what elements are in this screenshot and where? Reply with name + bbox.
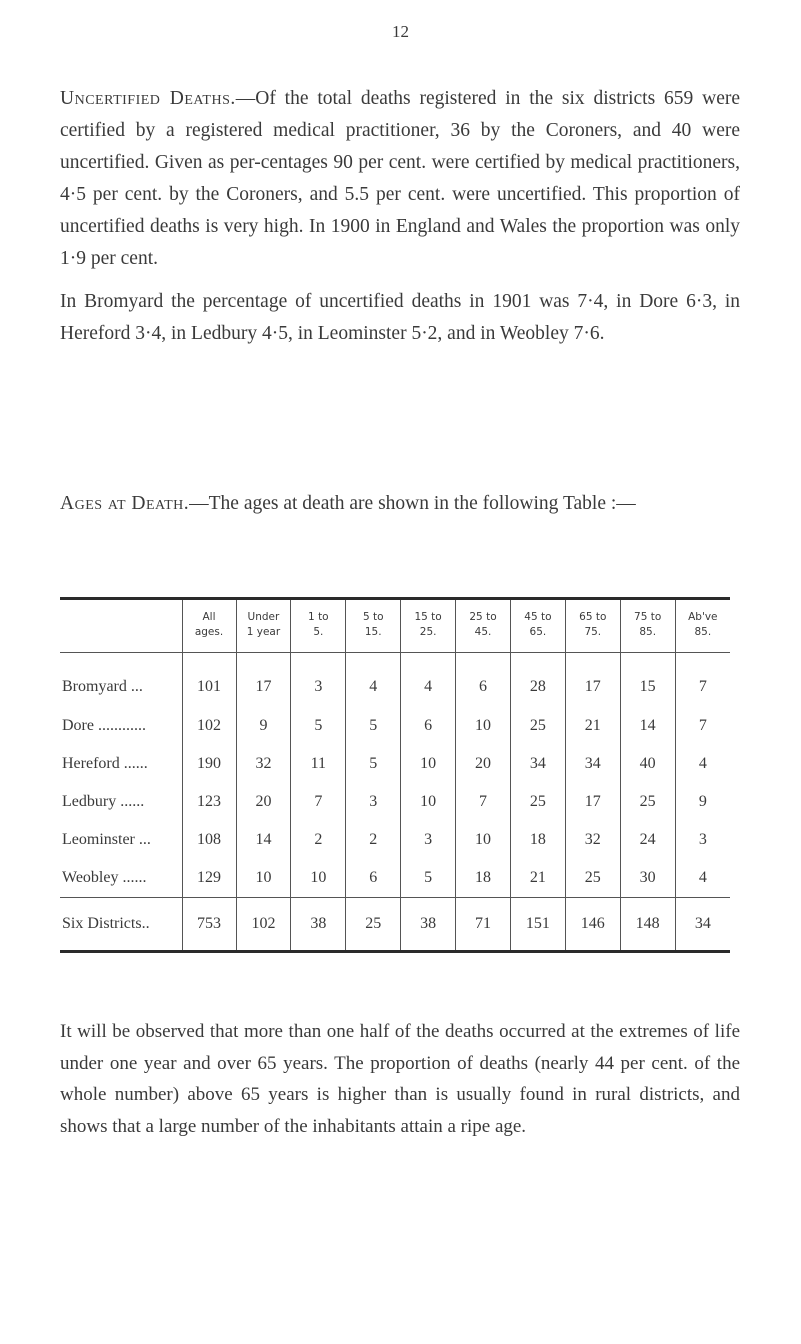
table-cell: 14	[236, 821, 291, 859]
table-cell: 102	[182, 707, 236, 745]
table-row	[60, 745, 730, 783]
table-cell: 10	[236, 859, 291, 898]
table-cell: 6	[401, 707, 456, 745]
table-cell: 17	[236, 653, 291, 708]
header-blank-cell	[60, 600, 182, 653]
table-cell: 151	[510, 898, 565, 951]
table-cell: 25	[510, 783, 565, 821]
table-cell: 7	[675, 707, 730, 745]
table-cell: 5	[401, 859, 456, 898]
table-cell: 20	[456, 745, 511, 783]
table-cell: 20	[236, 783, 291, 821]
table-cell: 3	[675, 821, 730, 859]
table-row	[60, 821, 730, 859]
table-cell: 4	[675, 745, 730, 783]
table-row	[60, 653, 730, 708]
table-cell: 32	[565, 821, 620, 859]
district-name: Bromyard ...	[62, 678, 143, 695]
table-cell: 21	[565, 707, 620, 745]
ages-at-death-text: —The ages at death are shown in the following Table :—	[189, 493, 636, 514]
table-cell: 6	[346, 859, 401, 898]
table-cell: 6	[456, 653, 511, 708]
header-cell: All ages.	[182, 600, 236, 653]
table-cell: 10	[456, 707, 511, 745]
header-cell: 1 to 5.	[291, 600, 346, 653]
ages-at-death-paragraph	[60, 488, 740, 520]
table-cell: 25	[565, 859, 620, 898]
table-cell: 34	[510, 745, 565, 783]
table-cell: 71	[456, 898, 511, 951]
table-cell: 753	[182, 898, 236, 951]
district-name: Dore ............	[62, 717, 146, 734]
table-row	[60, 859, 730, 898]
header-cell: 45 to 65.	[510, 600, 565, 653]
table-cell: 38	[291, 898, 346, 951]
conclusion-paragraph: It will be observed that more than one half of the deaths occurred at the extremes of life under one year and over 65 years. The proportion of deaths (nearly 44 per cent. of the whole number) above 65 years is higher than is usually found in rural districts, and shows that a large number of the inhabitants attain a ripe age.	[60, 1021, 740, 1137]
table-cell: 7	[675, 653, 730, 708]
table-cell: 2	[346, 821, 401, 859]
table-header-row	[60, 600, 730, 653]
table-cell: 40	[620, 745, 675, 783]
table-cell: 10	[401, 745, 456, 783]
table-cell: 7	[456, 783, 511, 821]
total-row	[60, 898, 730, 951]
table-cell: 4	[675, 859, 730, 898]
header-cell: 15 to 25.	[401, 600, 456, 653]
table-cell: 5	[346, 745, 401, 783]
table-cell: 4	[346, 653, 401, 708]
table-cell: 148	[620, 898, 675, 951]
table-cell: 9	[675, 783, 730, 821]
table-cell: 18	[456, 859, 511, 898]
table-cell: 14	[620, 707, 675, 745]
uncertified-deaths-text: —Of the total deaths registered in the six districts 659 were certified by a registered medical practitioner, 36 by the Coroners, and 40 were uncertified. Given as per-centages 90 per cent. were certified by medical practitioners, 4·5 per cent. by the Coroners, and 5.5 per cent. were uncertified. This proportion of uncertified deaths is very high. In 1900 in England and Wales the proportion was only 1·9 per cent.	[60, 88, 740, 269]
header-cell: 75 to 85.	[620, 600, 675, 653]
table-cell: 7	[291, 783, 346, 821]
table-cell: 5	[346, 707, 401, 745]
table-cell: 3	[346, 783, 401, 821]
table-cell: 25	[620, 783, 675, 821]
table-cell: 18	[510, 821, 565, 859]
table-cell: 30	[620, 859, 675, 898]
page-number: 12	[392, 22, 409, 41]
table-cell: 102	[236, 898, 291, 951]
header-cell: 25 to 45.	[456, 600, 511, 653]
table-cell: 10	[291, 859, 346, 898]
table-cell: 9	[236, 707, 291, 745]
ages-at-death-heading: Ages at Death.	[60, 493, 190, 514]
table-cell: 129	[182, 859, 236, 898]
district-name: Weobley ......	[62, 869, 147, 886]
table-cell: 25	[346, 898, 401, 951]
district-name: Leominster ...	[62, 831, 151, 848]
table-cell: 123	[182, 783, 236, 821]
district-percentages-paragraph: In Bromyard the percentage of uncertified deaths in 1901 was 7·4, in Dore 6·3, in Hereford 3·4, in Ledbury 4·5, in Leominster 5·2, and in Weobley 7·6.	[60, 291, 740, 344]
table-cell: 38	[401, 898, 456, 951]
district-name: Ledbury ......	[62, 793, 145, 810]
header-cell: 5 to 15.	[346, 600, 401, 653]
district-name: Hereford ......	[62, 755, 148, 772]
table-cell: 146	[565, 898, 620, 951]
table-cell: 4	[401, 653, 456, 708]
table-cell: 25	[510, 707, 565, 745]
table-cell: 17	[565, 783, 620, 821]
table-cell: 190	[182, 745, 236, 783]
table-cell: 15	[620, 653, 675, 708]
uncertified-deaths-paragraph	[60, 83, 740, 275]
table-cell: 2	[291, 821, 346, 859]
table-cell: 108	[182, 821, 236, 859]
table-cell: 10	[401, 783, 456, 821]
table-cell: 34	[565, 745, 620, 783]
header-cell: 65 to 75.	[565, 600, 620, 653]
table-row	[60, 707, 730, 745]
table-row	[60, 783, 730, 821]
table-cell: 32	[236, 745, 291, 783]
table-cell: 28	[510, 653, 565, 708]
table-cell: 11	[291, 745, 346, 783]
uncertified-deaths-heading: Uncertified Deaths.	[60, 88, 236, 109]
table-cell: 101	[182, 653, 236, 708]
table-cell: 3	[401, 821, 456, 859]
table-cell: 24	[620, 821, 675, 859]
table-cell: 10	[456, 821, 511, 859]
ages-at-death-table	[60, 597, 730, 953]
table-cell: 3	[291, 653, 346, 708]
header-cell: Ab've 85.	[675, 600, 730, 653]
table-cell: 21	[510, 859, 565, 898]
header-cell: Under 1 year	[236, 600, 291, 653]
table-cell: 5	[291, 707, 346, 745]
table-cell: 17	[565, 653, 620, 708]
table-cell: 34	[675, 898, 730, 951]
district-name: Six Districts..	[60, 898, 182, 951]
